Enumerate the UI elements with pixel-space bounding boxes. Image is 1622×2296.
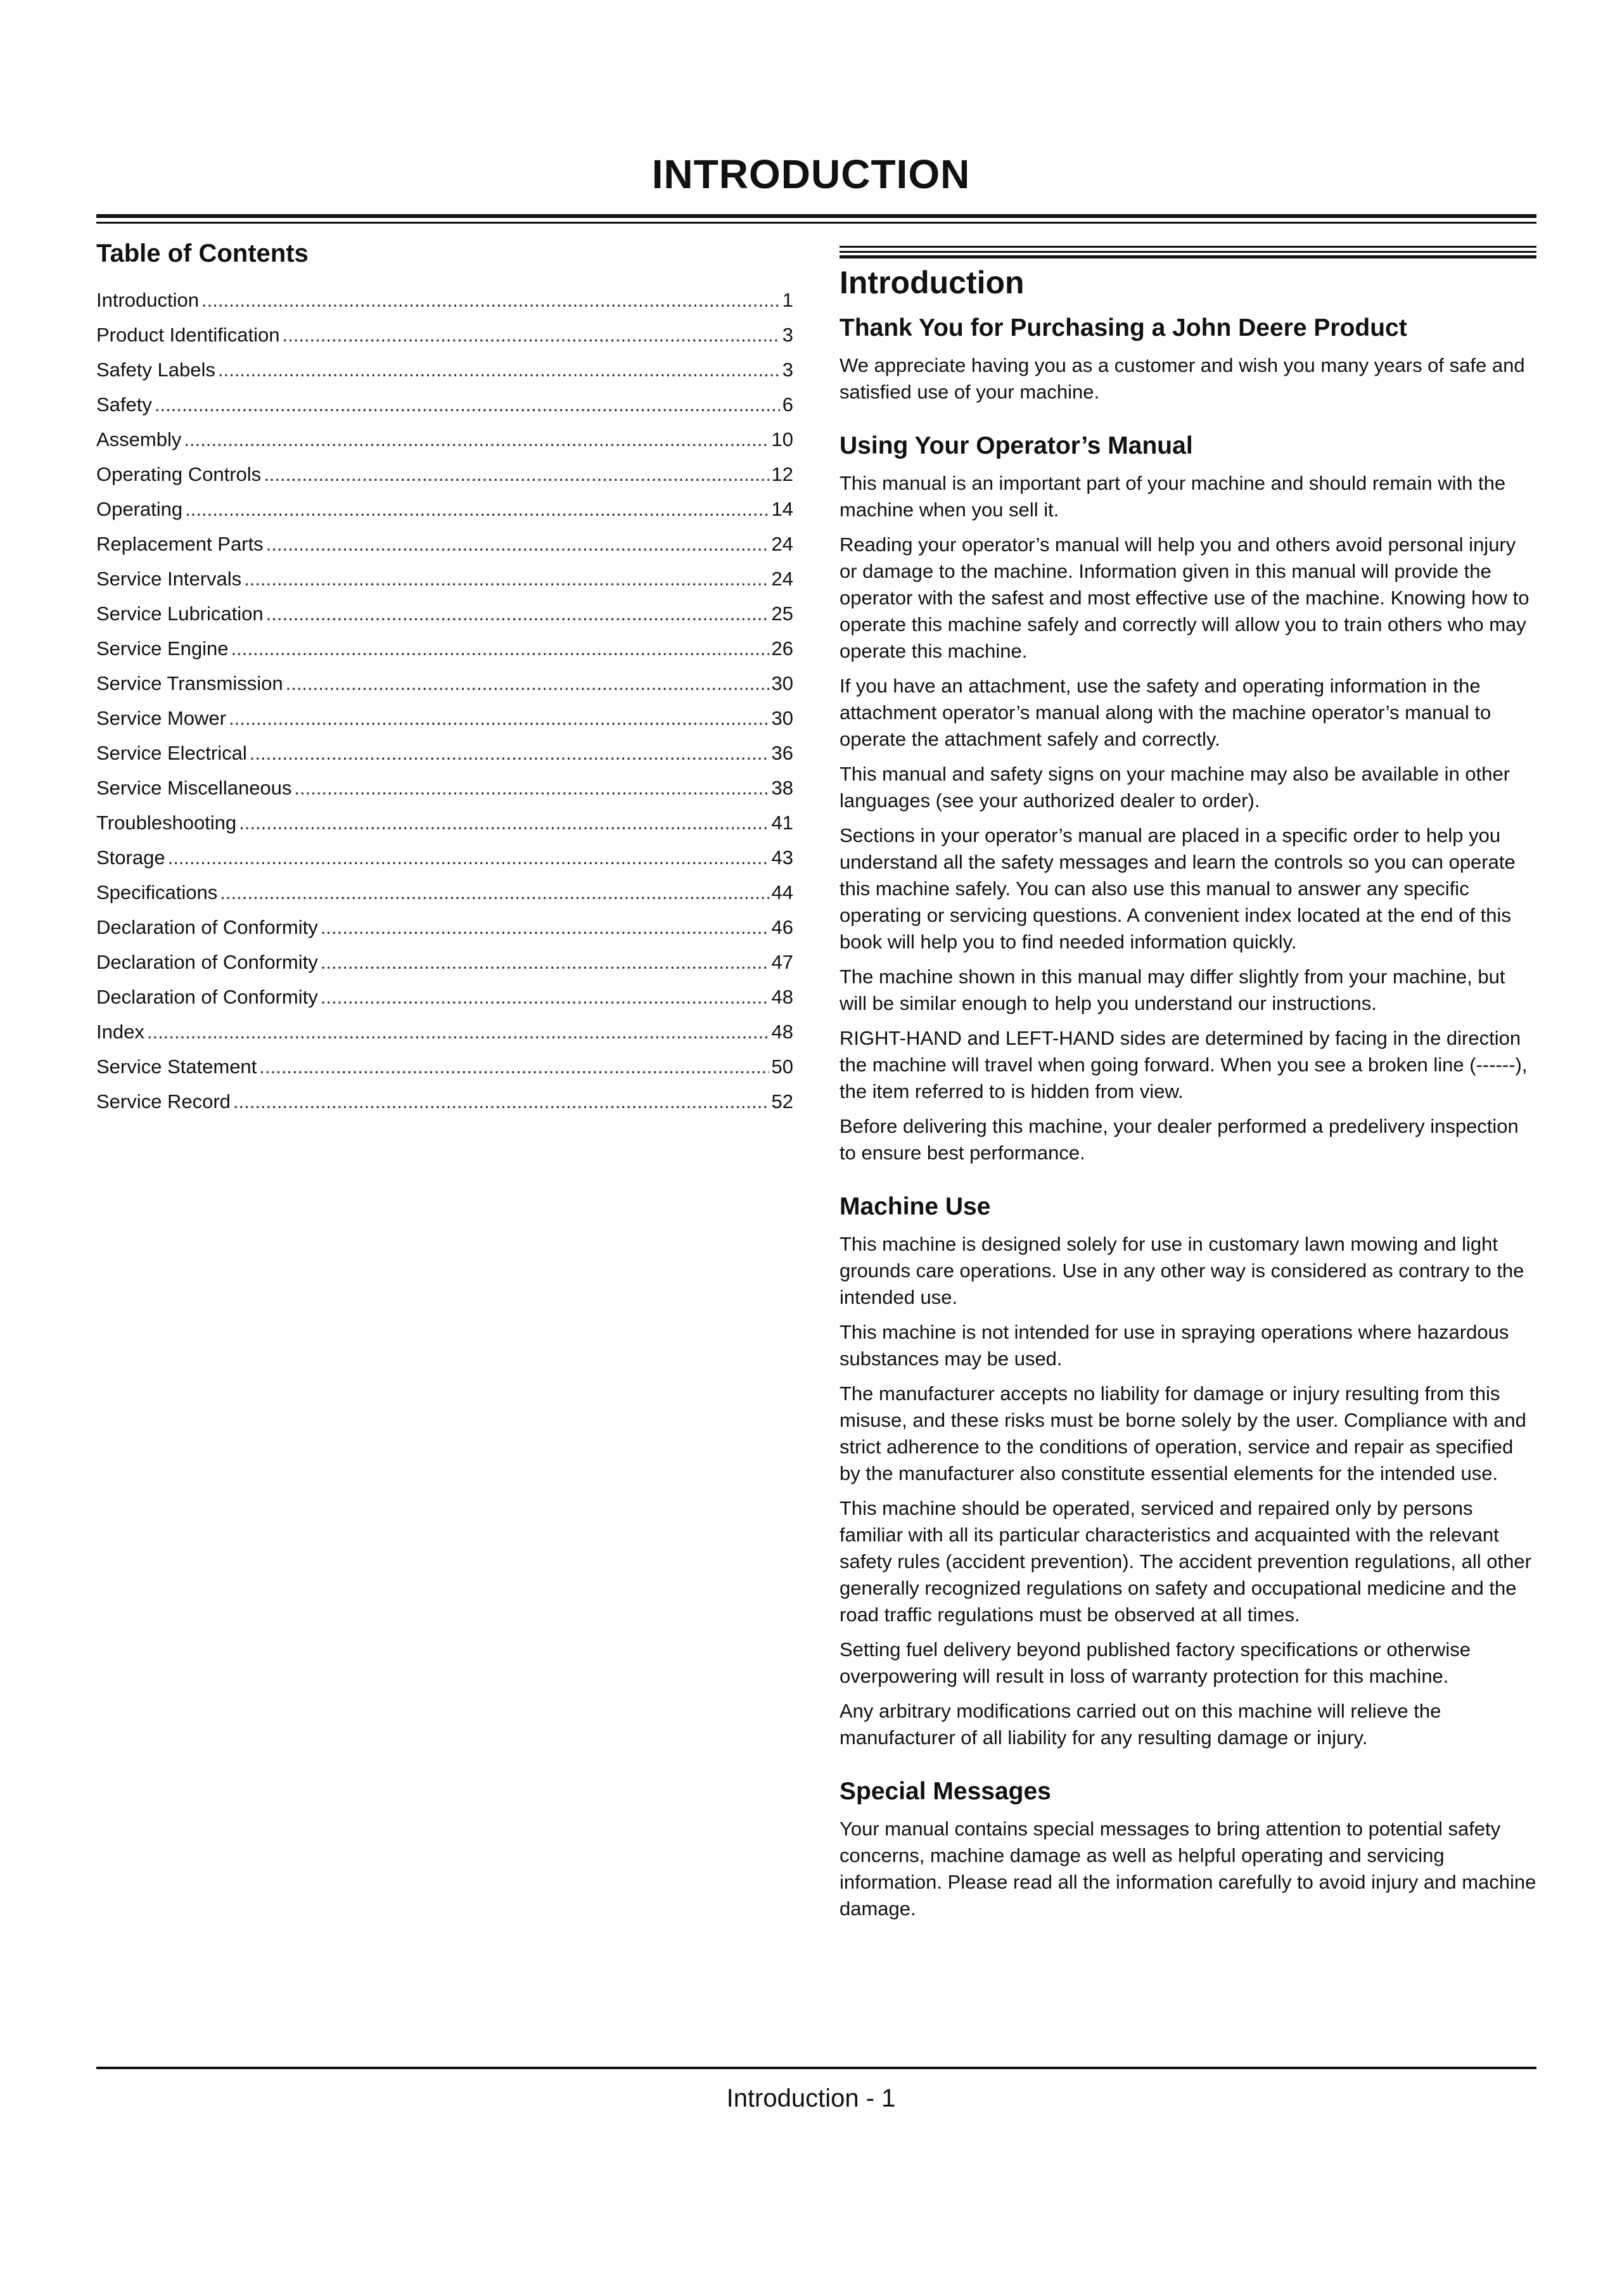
- toc-entry-page: 25: [771, 603, 793, 625]
- toc-entry-page: 24: [771, 568, 793, 590]
- toc-entry[interactable]: [96, 701, 793, 736]
- toc-leader-dots: [321, 979, 769, 1014]
- toc-entry[interactable]: [96, 1049, 793, 1084]
- toc-entry-page: 26: [771, 637, 793, 660]
- toc-entry-page: 52: [771, 1090, 793, 1113]
- paragraph: This manual is an important part of your machine and should remain with the machine when you sell it.: [840, 472, 1506, 521]
- toc-entry-label: Service Intervals: [96, 568, 242, 590]
- toc-entry[interactable]: [96, 805, 793, 840]
- toc-entry-label: Index: [96, 1021, 144, 1043]
- toc-leader-dots: [321, 945, 769, 979]
- toc-entry-label: Service Engine: [96, 637, 229, 660]
- toc-entry-label: Troubleshooting: [96, 812, 237, 834]
- toc-entry-label: Product Identification: [96, 324, 280, 346]
- toc-entry-label: Safety Labels: [96, 359, 215, 381]
- toc-entry-label: Declaration of Conformity: [96, 951, 318, 973]
- toc-entry[interactable]: [96, 387, 793, 422]
- paragraph: This machine should be operated, serviced and repaired only by persons familiar with all its particular characteristics and acquainted with the relevant safety rules (accident prevention). The accident prevention regulations, all other generally recognized regulations on safety and occupational medicine and the road traffic regulations must be observed at all times.: [840, 1497, 1531, 1626]
- paragraph: The machine shown in this manual may differ slightly from your machine, but will be similar enough to help you understand our instructions.: [840, 966, 1505, 1014]
- toc-entry[interactable]: [96, 666, 793, 701]
- toc-leader-dots: [229, 701, 769, 736]
- toc-entry-label: Service Mower: [96, 707, 226, 729]
- toc-entry-page: 48: [771, 986, 793, 1008]
- toc-entry-label: Replacement Parts: [96, 533, 264, 555]
- toc-leader-dots: [168, 840, 769, 875]
- toc-entry-page: 50: [771, 1056, 793, 1078]
- toc-leader-dots: [321, 910, 769, 945]
- paragraph: RIGHT-HAND and LEFT-HAND sides are determined by facing in the direction the machine will travel when going forward. When you see a broken line (------), the item referred to is hidden from view.: [840, 1027, 1528, 1102]
- toc-list: [96, 283, 793, 1119]
- special-messages-heading: Special Messages: [840, 1778, 1051, 1805]
- toc-entry-page: 1: [782, 289, 793, 311]
- toc-leader-dots: [250, 736, 769, 770]
- toc-entry[interactable]: [96, 910, 793, 945]
- toc-entry[interactable]: [96, 770, 793, 805]
- toc-leader-dots: [231, 631, 769, 666]
- toc-leader-dots: [259, 1049, 769, 1084]
- title-rule-bottom: [96, 222, 1536, 224]
- paragraph: If you have an attachment, use the safety and operating information in the attachment operator’s manual along with the machine operator’s manual to operate the attachment safely and correctly.: [840, 675, 1491, 750]
- toc-entry-page: 43: [771, 846, 793, 869]
- paragraph: This manual and safety signs on your machine may also be available in other languages (see your authorized dealer to order).: [840, 763, 1510, 812]
- toc-entry-page: 3: [782, 324, 793, 346]
- title-rule-top: [96, 214, 1536, 218]
- toc-entry[interactable]: [96, 736, 793, 770]
- toc-entry[interactable]: [96, 492, 793, 526]
- toc-entry-label: Operating Controls: [96, 463, 262, 485]
- toc-entry[interactable]: [96, 840, 793, 875]
- machine-use-heading: Machine Use: [840, 1193, 991, 1220]
- toc-entry-page: 24: [771, 533, 793, 555]
- paragraph: This machine is not intended for use in spraying operations where hazardous substances may be used.: [840, 1321, 1509, 1370]
- toc-leader-dots: [220, 875, 769, 910]
- paragraph: Sections in your operator’s manual are placed in a specific order to help you understand all the safety messages and learn the controls so you can operate this machine safely. You can also use this manual to answer any specific operating or servicing questions. A convenient index located at the end of this book will help you to find needed information quickly.: [840, 824, 1516, 953]
- table-of-contents: [96, 234, 793, 1119]
- toc-entry-page: 47: [771, 951, 793, 973]
- toc-entry-label: Safety: [96, 393, 152, 416]
- manual-body: [840, 470, 1536, 1166]
- toc-entry-page: 46: [771, 916, 793, 938]
- toc-entry-page: 12: [771, 463, 793, 485]
- toc-leader-dots: [184, 422, 769, 457]
- toc-entry-page: 38: [771, 777, 793, 799]
- paragraph: Your manual contains special messages to bring attention to potential safety concerns, machine damage as well as helpful operating and servicing information. Please read all the information carefully to avoid injury and machine damage.: [840, 1818, 1536, 1920]
- toc-entry[interactable]: [96, 457, 793, 492]
- toc-leader-dots: [244, 561, 769, 596]
- paragraph: Before delivering this machine, your dealer performed a predelivery inspection to ensure best performance.: [840, 1115, 1519, 1164]
- toc-leader-dots: [239, 805, 769, 840]
- toc-leader-dots: [283, 317, 780, 352]
- toc-entry-label: Service Miscellaneous: [96, 777, 292, 799]
- toc-entry[interactable]: [96, 317, 793, 352]
- page-title: INTRODUCTION: [651, 151, 971, 197]
- toc-entry-page: 6: [782, 393, 793, 416]
- toc-entry-page: 10: [771, 428, 793, 450]
- toc-leader-dots: [233, 1084, 769, 1119]
- toc-leader-dots: [147, 1014, 769, 1049]
- toc-leader-dots: [266, 526, 769, 561]
- footer-rule: [96, 2067, 1536, 2069]
- paragraph: We appreciate having you as a customer and wish you many years of safe and satisfied use of your machine.: [840, 354, 1525, 403]
- toc-entry-label: Service Lubrication: [96, 603, 264, 625]
- toc-entry-page: 14: [771, 498, 793, 520]
- paragraph: The manufacturer accepts no liability for damage or injury resulting from this misuse, and these risks must be borne solely by the user. Compliance with and strict adherence to the conditions of operation, service and repair as specified by the manufacturer also constitute essential elements for the intended use.: [840, 1382, 1526, 1484]
- paragraph: Setting fuel delivery beyond published factory specifications or otherwise overpowering will result in loss of warranty protection for this machine.: [840, 1638, 1471, 1687]
- paragraph: This machine is designed solely for use in customary lawn mowing and light grounds care operations. Use in any other way is considered as contrary to the intended use.: [840, 1233, 1524, 1308]
- toc-entry[interactable]: [96, 945, 793, 979]
- toc-entry[interactable]: [96, 283, 793, 317]
- toc-entry-label: Service Electrical: [96, 742, 247, 764]
- toc-entry-label: Service Transmission: [96, 672, 283, 694]
- toc-entry-page: 30: [771, 707, 793, 729]
- toc-leader-dots: [266, 596, 769, 631]
- toc-entry-page: 3: [782, 359, 793, 381]
- toc-entry[interactable]: [96, 979, 793, 1014]
- toc-entry-page: 36: [771, 742, 793, 764]
- toc-entry[interactable]: [96, 352, 793, 387]
- toc-entry[interactable]: [96, 422, 793, 457]
- special-messages-body: [840, 1816, 1536, 1922]
- toc-leader-dots: [201, 283, 780, 317]
- toc-entry-label: Assembly: [96, 428, 182, 450]
- manual-heading: Using Your Operator’s Manual: [840, 432, 1193, 459]
- toc-entry-label: Introduction: [96, 289, 199, 311]
- thank-you-body: [840, 352, 1536, 405]
- toc-entry-page: 48: [771, 1021, 793, 1043]
- toc-entry-page: 41: [771, 812, 793, 834]
- thank-you-heading: Thank You for Purchasing a John Deere Product: [840, 314, 1407, 341]
- toc-heading: Table of Contents: [96, 239, 309, 267]
- toc-entry-label: Declaration of Conformity: [96, 986, 318, 1008]
- toc-entry-label: Specifications: [96, 881, 218, 903]
- toc-entry-label: Service Record: [96, 1090, 231, 1113]
- introduction-section: [840, 241, 1536, 1930]
- toc-leader-dots: [218, 352, 780, 387]
- toc-leader-dots: [264, 457, 769, 492]
- toc-entry-label: Declaration of Conformity: [96, 916, 318, 938]
- toc-leader-dots: [294, 770, 769, 805]
- section-title: Introduction: [840, 265, 1025, 300]
- toc-entry-label: Storage: [96, 846, 165, 869]
- toc-entry-label: Service Statement: [96, 1056, 257, 1078]
- toc-entry[interactable]: [96, 875, 793, 910]
- toc-entry[interactable]: [96, 1014, 793, 1049]
- toc-entry[interactable]: [96, 596, 793, 631]
- machine-use-body: [840, 1231, 1536, 1751]
- toc-entry-page: 44: [771, 881, 793, 903]
- toc-leader-dots: [155, 387, 780, 422]
- toc-leader-dots: [286, 666, 769, 701]
- toc-entry[interactable]: [96, 561, 793, 596]
- paragraph: Any arbitrary modifications carried out on this machine will relieve the manufacturer of all liability for any resulting damage or injury.: [840, 1700, 1441, 1749]
- toc-leader-dots: [185, 492, 769, 526]
- toc-entry-page: 30: [771, 672, 793, 694]
- page-footer: Introduction - 1: [726, 2084, 896, 2112]
- toc-entry[interactable]: [96, 1084, 793, 1119]
- toc-entry[interactable]: [96, 526, 793, 561]
- toc-entry[interactable]: [96, 631, 793, 666]
- toc-entry-label: Operating: [96, 498, 183, 520]
- paragraph: Reading your operator’s manual will help you and others avoid personal injury or damage to the machine. Information given in this manual will provide the operator with the safest and most effective use of the machine. Knowing how to operate this machine safely and correctly will allow you to train others who may operate this machine.: [840, 533, 1529, 662]
